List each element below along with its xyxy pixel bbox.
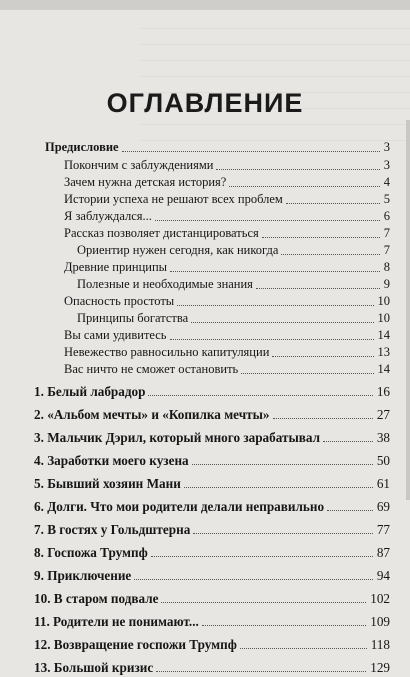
toc-label: Полезные и необходимые знания — [77, 277, 253, 291]
toc-label: 8. Госпожа Трумпф — [34, 545, 148, 560]
toc-label: Ориентир нужен сегодня, как никогда — [77, 243, 279, 257]
toc-row-chapter[interactable] — [0, 497, 410, 516]
toc-page-number: 7 — [383, 243, 390, 257]
toc-page-number: 118 — [370, 637, 390, 652]
toc-label: 13. Большой кризис — [34, 660, 154, 675]
toc-page-number: 94 — [376, 568, 390, 583]
leader-dots — [191, 322, 374, 323]
toc-label: 3. Мальчик Дэрил, который много зарабатывал — [34, 430, 321, 445]
leader-dots — [240, 648, 367, 649]
toc-page-number: 50 — [376, 453, 390, 468]
leader-dots — [327, 510, 373, 511]
leader-dots — [323, 441, 373, 442]
toc-label: 2. «Альбом мечты» и «Копилка мечты» — [34, 407, 270, 422]
toc-row-chapter[interactable] — [0, 635, 410, 654]
leader-dots — [161, 602, 366, 603]
leader-dots — [286, 203, 380, 204]
toc-label: 12. Возвращение госпожи Трумпф — [34, 637, 237, 652]
toc-label: 4. Заработки моего кузена — [34, 453, 189, 468]
toc-page-number: 129 — [370, 660, 390, 675]
toc-page-number: 109 — [370, 614, 390, 629]
toc-page-number: 5 — [383, 192, 390, 206]
toc-label: 11. Родители не понимают... — [34, 614, 199, 629]
toc-page-number: 16 — [376, 384, 390, 399]
leader-dots — [281, 254, 380, 255]
toc-page-number: 3 — [383, 158, 390, 172]
leader-dots — [272, 356, 374, 357]
leader-dots — [170, 339, 374, 340]
toc-row-chapter[interactable] — [0, 451, 410, 470]
leader-dots — [192, 464, 373, 465]
toc-page-number: 9 — [383, 277, 390, 291]
toc-label: Невежество равносильно капитуляции — [64, 345, 270, 359]
toc-page-number: 6 — [383, 209, 390, 223]
page-title: ОГЛАВЛЕНИЕ — [106, 88, 304, 118]
toc-label: Я заблуждался... — [64, 209, 152, 223]
toc-row-chapter[interactable] — [0, 428, 410, 447]
leader-dots — [177, 305, 374, 306]
toc-label: Опасность простоты — [64, 294, 175, 308]
toc-page-number: 61 — [376, 476, 390, 491]
toc-row-chapter[interactable] — [0, 658, 410, 677]
toc-page-number: 14 — [377, 362, 390, 376]
leader-dots — [229, 186, 380, 187]
toc-label: 5. Бывший хозяин Мани — [34, 476, 181, 491]
toc-page-number: 8 — [383, 260, 390, 274]
toc-page-number: 10 — [377, 294, 390, 308]
leader-dots — [273, 418, 373, 419]
toc-row-chapter[interactable] — [0, 474, 410, 493]
toc-label: 10. В старом подвале — [34, 591, 159, 606]
bleed-through-text — [140, 15, 410, 143]
toc-label: Истории успеха не решают всех проблем — [64, 192, 283, 206]
toc-page-number: 13 — [377, 345, 390, 359]
toc-label: 1. Белый лабрадор — [34, 384, 146, 399]
toc-row-preface[interactable] — [0, 138, 410, 157]
leader-dots — [156, 671, 366, 672]
leader-dots — [216, 169, 380, 170]
toc-row-chapter[interactable] — [0, 543, 410, 562]
leader-dots — [256, 288, 380, 289]
toc-label: 7. В гостях у Гольдштерна — [34, 522, 191, 537]
leader-dots — [155, 220, 380, 221]
toc-page-number: 102 — [370, 591, 390, 606]
toc-label: Предисловие — [45, 140, 119, 154]
toc-label: 9. Приключение — [34, 568, 132, 583]
toc-label: Принципы богатства — [77, 311, 189, 325]
toc-label: Зачем нужна детская история? — [64, 175, 227, 189]
leader-dots — [184, 487, 373, 488]
toc-row-chapter[interactable] — [0, 382, 410, 401]
toc-page-number: 77 — [376, 522, 390, 537]
leader-dots — [148, 395, 373, 396]
toc-label: Вас ничто не сможет остановить — [64, 362, 239, 376]
toc-label: Рассказ позволяет дистанцироваться — [64, 226, 259, 240]
leader-dots — [151, 556, 373, 557]
toc-page-number: 7 — [383, 226, 390, 240]
toc-row-chapter[interactable] — [0, 405, 410, 424]
toc-page-number: 14 — [377, 328, 390, 342]
toc-page-number: 10 — [377, 311, 390, 325]
leader-dots — [262, 237, 380, 238]
toc-page-number: 87 — [376, 545, 390, 560]
toc-label: 6. Долги. Что мои родители делали неправильно — [34, 499, 325, 514]
toc-row-chapter[interactable] — [0, 520, 410, 539]
toc-page-number: 38 — [376, 430, 390, 445]
leader-dots — [170, 271, 380, 272]
toc-page-number: 4 — [383, 175, 390, 189]
toc-row-subsection[interactable] — [0, 360, 410, 379]
toc-page-number: 3 — [383, 140, 390, 154]
leader-dots — [241, 373, 374, 374]
page-top-edge — [0, 0, 410, 10]
toc-label: Древние принципы — [64, 260, 168, 274]
toc-page-number: 27 — [376, 407, 390, 422]
toc-row-chapter[interactable] — [0, 612, 410, 631]
leader-dots — [202, 625, 366, 626]
toc-row-chapter[interactable] — [0, 566, 410, 585]
toc-page-number: 69 — [376, 499, 390, 514]
toc-row-chapter[interactable] — [0, 589, 410, 608]
leader-dots — [134, 579, 373, 580]
toc-label: Вы сами удивитесь — [64, 328, 167, 342]
leader-dots — [122, 151, 380, 152]
leader-dots — [193, 533, 373, 534]
toc-label: Покончим с заблуждениями — [64, 158, 214, 172]
